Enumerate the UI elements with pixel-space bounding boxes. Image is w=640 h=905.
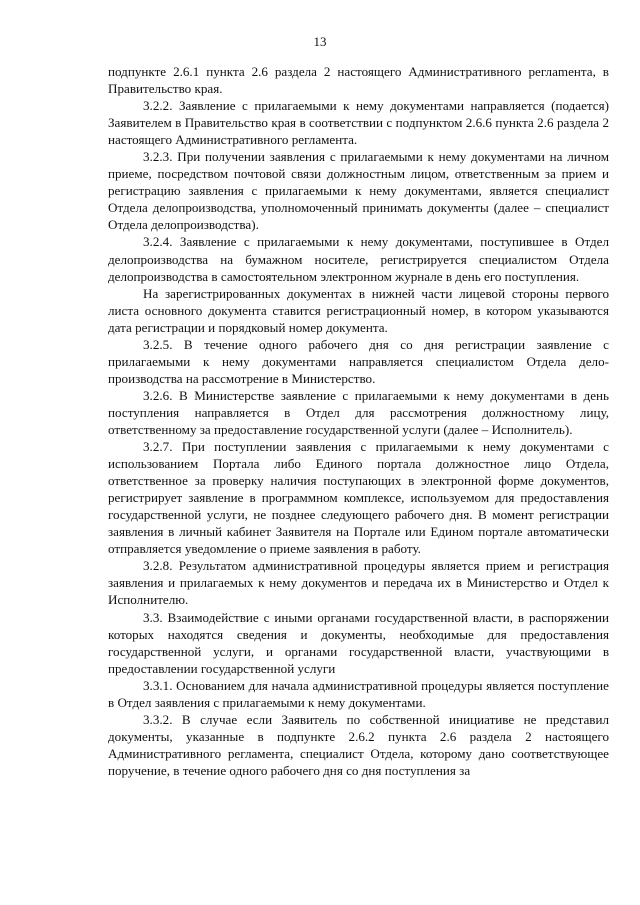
paragraph-continuation: подпункте 2.6.1 пункта 2.6 раздела 2 настоящего Административного реглаmента, в Правительство края. <box>108 64 609 97</box>
paragraph-3-2-6: 3.2.6. В Министерстве заявление с прилагаемыми к нему документами в день поступления направляется в Отдел для рассмотрения должностному лицу, ответственному за предоставление государственной услуги (далее – Исполнитель). <box>108 387 609 437</box>
paragraph-3-2-4: 3.2.4. Заявление с прилагаемыми к нему документами, поступившее в Отдел делопроизводства на бумажном носителе, регистрируется специалистом Отдела делопроизводства в самостоятельном электронном журнале в день его поступления. <box>108 234 609 284</box>
page-number: 13 <box>313 34 327 49</box>
document-body <box>108 63 609 779</box>
paragraph-3-3-2: 3.3.2. В случае если Заявитель по собственной инициативе не представил документы, указанные в подпункте 2.6.2 пункта 2.6 раздела 2 настоящего Административного регламента, специалист Отдела, которому дано соответствующее поручение, в течение одного рабочего дня со дня поступления за <box>108 711 609 778</box>
paragraph-3-2-7: 3.2.7. При поступлении заявления с прилагаемыми к нему документами с использованием Портала либо Единого портала должностное лицо Отдела, ответственное за проверку наличия поступающих в электронной форме документов, регистрирует заявление в программном комплексе, используемом для предоставления государственной услуги, не позднее следующего рабочего дня. В момент регистрации заявления в личный кабинет Заявителя на Портале или Едином портале автоматически отправляется уведомление о приеме заявления в работу. <box>108 439 609 557</box>
paragraph-3-2-8: 3.2.8. Результатом административной процедуры является прием и регистрация заявления и прилагаемых к нему документов и передача их в Министерство и Отдел к Исполнителю. <box>108 558 609 608</box>
paragraph-3-3: 3.3. Взаимодействие с иными органами государственной власти, в распоряжении которых находятся сведения и документы, необходимые для предоставления государственной услуги, и органами государственной власти, участвующими в предоставлении государственной услуги <box>108 609 609 676</box>
paragraph-3-2-2: 3.2.2. Заявление с прилагаемыми к нему документами направляется (подается) Заявителем в Правительство края в соответствии с подпунктом 2.6.6 пункта 2.6 раздела 2 настоящего Административного регламента. <box>108 98 609 148</box>
paragraph-registration-number: На зарегистрированных документах в нижней части лицевой стороны первого листа основного документа ставится регистрационный номер, в котором указываются дата регистрации и порядковый номер документа. <box>108 285 609 335</box>
paragraph-3-3-1: 3.3.1. Основанием для начала административной процедуры является поступление в Отдел заявления с прилагаемыми к нему документами. <box>108 677 609 710</box>
paragraph-3-2-3: 3.2.3. При получении заявления с прилагаемыми к нему документами на личном приеме, посредством почтовой связи должностным лицом, ответственным за прием и регистрацию заявления с прилагаемыми к нему документами, является специалист Отдела делопроизводства, уполномоченный принимать документы (далее – специалист Отдела делопроизводства). <box>108 149 609 233</box>
paragraph-3-2-5: 3.2.5. В течение одного рабочего дня со дня регистрации заявление с прилагаемыми к нему документами направляется специалистом Отдела делопроизводства на рассмотрение в Министерство. <box>108 336 609 386</box>
